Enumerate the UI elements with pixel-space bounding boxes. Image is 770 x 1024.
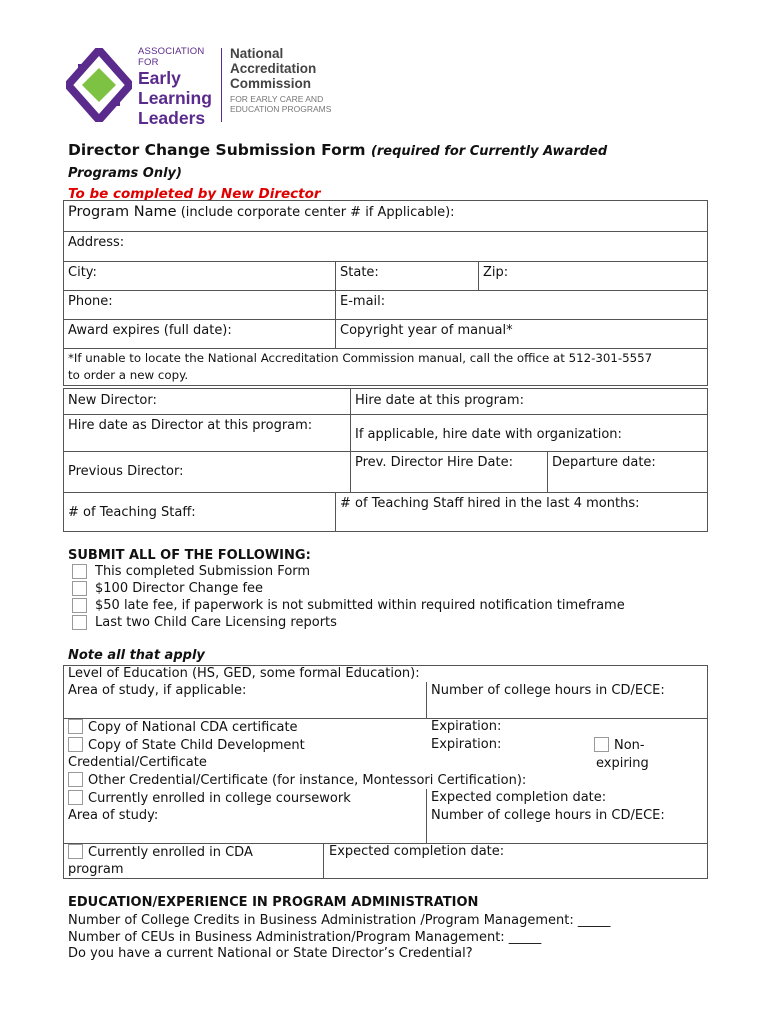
note-all-that-apply: Note all that apply xyxy=(68,648,205,663)
checkbox-icon[interactable] xyxy=(72,598,87,613)
manual-footnote: *If unable to locate the National Accreditation Commission manual, call the office at 512-301-5557 to order a new copy. xyxy=(63,348,708,386)
prev-director-hire-field[interactable]: Prev. Director Hire Date: xyxy=(350,451,548,493)
logo xyxy=(66,44,346,126)
form-header: Director Change Submission Form (required for Currently Awarded Programs Only) To be completed by New Director xyxy=(68,140,708,204)
submit-item[interactable]: This completed Submission Form xyxy=(72,563,625,580)
page-title: Director Change Submission Form (required for Currently Awarded xyxy=(68,141,608,159)
non-expiring-option[interactable]: Non- xyxy=(594,737,645,753)
city-field[interactable]: City: xyxy=(63,261,336,291)
college-hours-field[interactable]: Number of college hours in CD/ECE: xyxy=(431,808,665,823)
submit-item[interactable]: Last two Child Care Licensing reports xyxy=(72,614,625,631)
cda-copy-option[interactable]: Copy of National CDA certificate xyxy=(68,719,298,735)
checkbox-icon[interactable] xyxy=(68,772,83,787)
college-hours-field[interactable]: Number of college hours in CD/ECE: xyxy=(431,683,665,698)
expiration-field[interactable]: Expiration: xyxy=(431,737,502,752)
hire-date-director-field[interactable]: Hire date as Director at this program: xyxy=(63,414,351,452)
business-ceus-field[interactable]: Number of CEUs in Business Administration/Program Management: _____ xyxy=(68,930,542,945)
teaching-staff-field[interactable]: # of Teaching Staff: xyxy=(63,492,336,532)
submit-item[interactable]: $100 Director Change fee xyxy=(72,580,625,597)
state-cd-option[interactable]: Copy of State Child Development xyxy=(68,737,305,753)
email-field[interactable]: E-mail: xyxy=(335,290,708,320)
admin-heading: EDUCATION/EXPERIENCE IN PROGRAM ADMINISTRATION xyxy=(68,895,479,910)
area-of-study-field[interactable]: Area of study: xyxy=(68,808,159,823)
area-of-study-field[interactable]: Area of study, if applicable: xyxy=(68,683,247,698)
business-credits-field[interactable]: Number of College Credits in Business Administration /Program Management: _____ xyxy=(68,913,611,928)
ael-wordmark: ASSOCIATION FOR Early Learning Leaders xyxy=(138,46,212,128)
expected-completion-field[interactable]: Expected completion date: xyxy=(329,844,505,859)
copyright-year-field[interactable]: Copyright year of manual* xyxy=(335,319,708,349)
program-name-field[interactable]: Program Name (include corporate center # if Applicable): xyxy=(63,200,708,232)
checkbox-icon[interactable] xyxy=(594,737,609,752)
enrolled-cda-option[interactable]: Currently enrolled in CDA xyxy=(68,844,253,860)
hire-date-org-field[interactable]: If applicable, hire date with organization: xyxy=(350,414,708,452)
checkbox-icon[interactable] xyxy=(72,615,87,630)
phone-field[interactable]: Phone: xyxy=(63,290,336,320)
checkbox-icon[interactable] xyxy=(72,581,87,596)
other-credential-option[interactable]: Other Credential/Certificate (for instance, Montessori Certification): xyxy=(68,772,526,788)
checkbox-icon[interactable] xyxy=(72,564,87,579)
hire-date-program-field[interactable]: Hire date at this program: xyxy=(350,388,708,415)
checkbox-icon[interactable] xyxy=(68,719,83,734)
new-director-field[interactable]: New Director: xyxy=(63,388,351,415)
submit-section: SUBMIT ALL OF THE FOLLOWING: This completed Submission Form $100 Director Change fee $50 late fee, if paperwork is not submitted within required notification timeframe Last two Child Care Licensing reports xyxy=(68,548,625,630)
expiration-field[interactable]: Expiration: xyxy=(431,719,502,734)
previous-director-field[interactable]: Previous Director: xyxy=(63,451,351,493)
logo-divider xyxy=(221,48,222,122)
departure-date-field[interactable]: Departure date: xyxy=(547,451,708,493)
director-credential-question[interactable]: Do you have a current National or State Director’s Credential? xyxy=(68,946,473,961)
completion-instruction: To be completed by New Director xyxy=(68,186,321,202)
expected-completion-field[interactable]: Expected completion date: xyxy=(431,790,607,805)
nac-wordmark: National Accreditation Commission FOR EARLY CARE AND EDUCATION PROGRAMS xyxy=(230,46,332,114)
ael-diamond-logo-icon xyxy=(66,48,132,122)
checkbox-icon[interactable] xyxy=(68,844,83,859)
address-field[interactable]: Address: xyxy=(63,231,708,262)
submit-item[interactable]: $50 late fee, if paperwork is not submitted within required notification timeframe xyxy=(72,597,625,614)
zip-field[interactable]: Zip: xyxy=(478,261,708,291)
enrolled-college-option[interactable]: Currently enrolled in college coursework xyxy=(68,790,351,806)
teaching-staff-hired-field[interactable]: # of Teaching Staff hired in the last 4 months: xyxy=(335,492,708,532)
checkbox-icon[interactable] xyxy=(68,790,83,805)
state-field[interactable]: State: xyxy=(335,261,479,291)
checkbox-icon[interactable] xyxy=(68,737,83,752)
level-of-education[interactable]: Level of Education (HS, GED, some formal Education): xyxy=(68,666,420,681)
award-expires-field[interactable]: Award expires (full date): xyxy=(63,319,336,349)
